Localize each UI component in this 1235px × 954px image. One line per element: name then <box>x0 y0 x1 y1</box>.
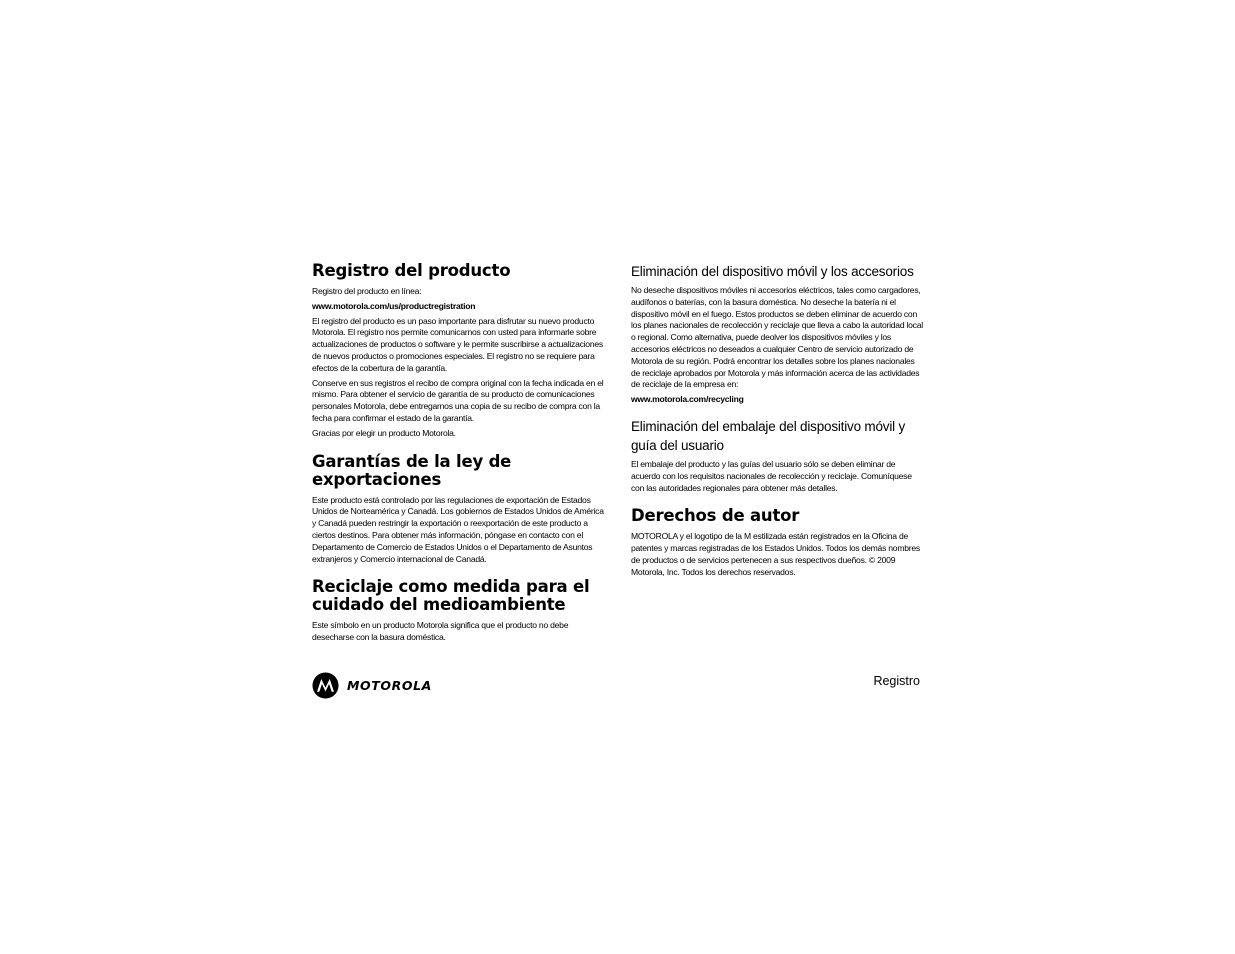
right-column <box>631 262 923 582</box>
registro-paragraph-1: El registro del producto es un paso importante para disfrutar su nuevo producto Motorola. El registro nos permite comunicarnos con usted para informarle sobre actualizaciones de productos o software y le permite suscribirse a actualizaciones de nuevos productos o promociones especiales. El registro no se requiere para efectos de la cobertura de la garantía. <box>312 315 603 373</box>
section-reciclaje <box>312 578 604 644</box>
derechos-paragraph: MOTOROLA y el logotipo de la M estilizada están registrados en la Oficina de patentes y marcas registradas de los Estados Unidos. Todos los demás nombres de productos o de servicios pertenecen a sus respectivos dueños. © 2009 Motorola, Inc. Todos los derechos reservados. <box>631 531 920 577</box>
section-eliminacion-dispositivo <box>631 262 923 406</box>
heading-derechos-de-autor: Derechos de autor <box>631 506 800 526</box>
section-eliminacion-embalaje <box>631 417 923 494</box>
heading-registro-del-producto: Registro del producto <box>312 261 511 280</box>
reciclaje-paragraph: Este símbolo en un producto Motorola significa que el producto no debe desecharse con la basura doméstica. <box>312 620 569 643</box>
registro-intro: Registro del producto en línea: <box>312 286 422 296</box>
motorola-m-logo-icon <box>312 672 339 699</box>
page-section-label: Registro <box>873 674 920 688</box>
product-registration-link[interactable]: www.motorola.com/us/productregistration <box>312 300 476 311</box>
eliminacion-dispositivo-paragraph: No deseche dispositivos móviles ni accesorios eléctricos, tales como cargadores, audífonos o baterías, con la basura doméstica. No deseche la batería ni el dispositivo móvil en el fuego. Estos productos se deben eliminar de acuerdo con los planes nacionales de recolección y reciclaje que lleva a cabo la autoridad local o regional. Como alternativa, puede deolver los dispositivos móviles y los accesorios eléctricos no deseados a cualquier Centro de servicio autorizado de Motorola de su región. Podrá encontrar los detalles sobre los planes nacionales de reciclaje aprobados por Motorola y más información acerca de las actividades de reciclaje de la empresa en: <box>631 285 923 390</box>
garantias-paragraph: Este producto está controlado por las regulaciones de exportación de Estados Unidos de Norteamérica y Canadá. Los gobiernos de Estados Unidos de América y Canadá pueden restringir la exportación o reexportación de este producto a ciertos destinos. Para obtener más información, póngase en contacto con el Departamento de Comercio de Estados Unidos o el Departamento de Asuntos extranjeros y Comercio internacional de Canadá. <box>312 494 604 564</box>
motorola-wordmark: MOTOROLA <box>347 677 432 693</box>
spacer <box>631 409 923 417</box>
section-derechos <box>631 507 923 578</box>
motorola-logo <box>312 671 432 699</box>
heading-reciclaje: Reciclaje como medida para el cuidado del medioambiente <box>312 577 590 615</box>
eliminacion-embalaje-paragraph: El embalaje del producto y las guías del usuario sólo se deben eliminar de acuerdo con los requisitos nacionales de recolección y reciclaje. Comuníquese con las autoridades regionales para obtener más detalles. <box>631 458 912 493</box>
section-garantias <box>312 453 604 566</box>
heading-garantias: Garantías de la ley de exportaciones <box>312 451 512 489</box>
heading-eliminacion-dispositivo: Eliminación del dispositivo móvil y los accesorios <box>631 264 914 279</box>
recycling-link[interactable]: www.motorola.com/recycling <box>631 394 744 405</box>
left-column <box>312 262 604 647</box>
section-registro <box>312 262 604 440</box>
heading-eliminacion-embalaje: Eliminación del embalaje del dispositivo móvil y guía del usuario <box>631 418 906 453</box>
registro-paragraph-2: Conserve en sus registros el recibo de compra original con la fecha indicada en el mismo. Para obtener el servicio de garantía de su producto de comunicaciones personales Motorola, debe entregarnos una copia de su recibo de compra con la fecha para confirmar el estado de la garantía. <box>312 377 604 423</box>
registro-paragraph-3: Gracias por elegir un producto Motorola. <box>312 427 456 438</box>
